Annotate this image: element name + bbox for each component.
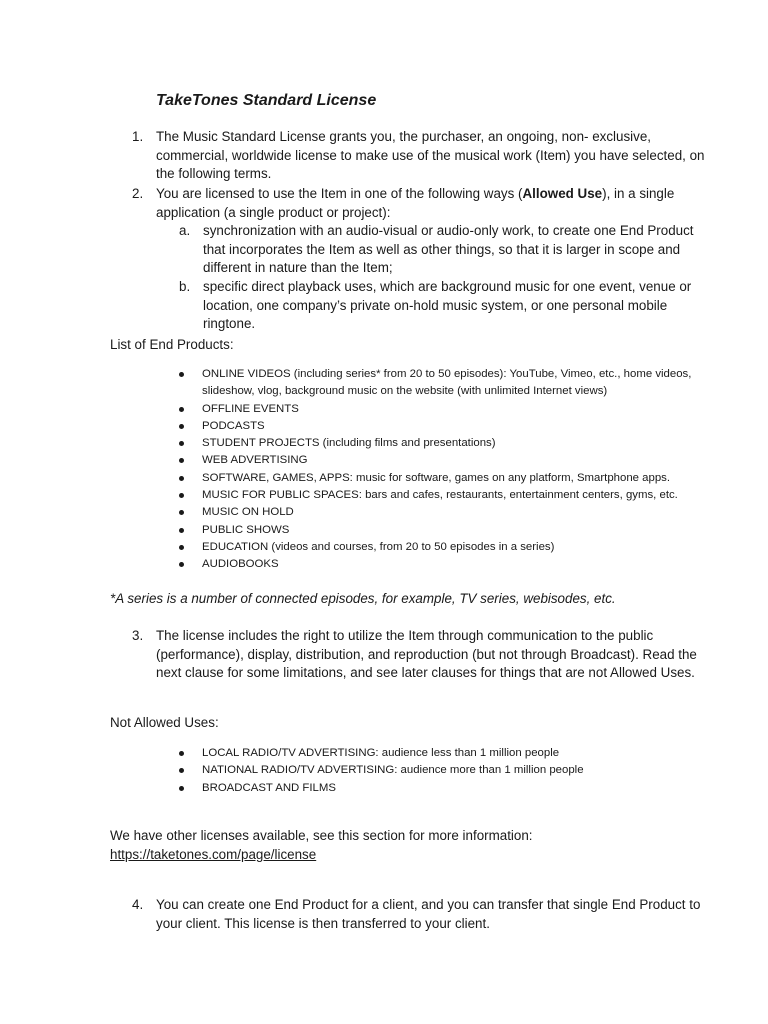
list-item-text: BROADCAST AND FILMS	[202, 781, 336, 794]
bullet-icon	[179, 528, 184, 533]
list-item	[0, 522, 768, 539]
list-item-text: LOCAL RADIO/TV ADVERTISING: audience less than 1 million people	[202, 747, 560, 759]
list-item-text: WEB ADVERTISING	[202, 454, 308, 467]
bullet-icon	[179, 786, 184, 791]
clause-text: The license includes the right to utilize the Item through communication to the public (performance), display, distribution, and reproduction (but not through Broadcast). Read the next clause for some limitations, and see later clauses for things that are not Allowed Uses.	[156, 628, 697, 681]
clause-4-item	[0, 896, 768, 933]
document-title: TakeTones Standard License	[156, 92, 377, 109]
list-item-text: SOFTWARE, GAMES, APPS: music for software, games on any platform, Smartphone apps.	[202, 471, 671, 484]
bullet-icon	[179, 424, 184, 429]
clause-3	[0, 627, 768, 683]
bullet-icon	[179, 751, 184, 756]
list-item	[0, 401, 768, 418]
list-item-text: STUDENT PROJECTS (including films and presentations)	[202, 437, 496, 450]
clause-text-after: ), in a single application (a single product or project):	[156, 186, 675, 220]
bullet-icon	[179, 510, 184, 515]
list-item	[0, 745, 768, 762]
clause-number: 4.	[132, 897, 144, 912]
bullet-icon	[179, 493, 184, 498]
list-item-text: PUBLIC SHOWS	[202, 523, 290, 536]
sub-clause-letter: a.	[179, 223, 191, 239]
clause-number: 2.	[132, 186, 144, 201]
sub-clause-b	[0, 278, 768, 334]
list-item-text: MUSIC ON HOLD	[202, 506, 294, 519]
end-products-heading: List of End Products:	[110, 337, 234, 352]
list-item	[0, 366, 768, 401]
series-footnote: *A series is a number of connected episodes, for example, TV series, webisodes, etc.	[110, 591, 616, 606]
bullet-icon	[179, 372, 184, 377]
bullet-icon	[179, 562, 184, 567]
list-item	[0, 452, 768, 469]
other-licenses-text: We have other licenses available, see this section for more information:	[110, 828, 533, 843]
clause-text: You can create one End Product for a client, and you can transfer that single End Product to your client. This license is then transferred to your client.	[156, 897, 701, 931]
clause-text: The Music Standard License grants you, the purchaser, an ongoing, non- exclusive, commercial, worldwide license to make use of the musical work (Item) you have selected, on the following terms.	[156, 129, 705, 182]
list-item-text: NATIONAL RADIO/TV ADVERTISING: audience more than 1 million people	[202, 764, 584, 777]
bullet-icon	[179, 476, 184, 481]
clause-3-item	[0, 627, 768, 683]
list-item	[0, 470, 768, 487]
list-item-text: EDUCATION (videos and courses, from 20 to 50 episodes in a series)	[202, 540, 555, 553]
list-item-text: OFFLINE EVENTS	[202, 402, 299, 415]
end-products-list	[0, 366, 768, 574]
list-item	[0, 504, 768, 521]
sub-clause-text: specific direct playback uses, which are background music for one event, venue or location, one company’s private on-hold music system, or one personal mobile ringtone.	[203, 278, 692, 332]
bullet-icon	[179, 458, 184, 463]
clause-2-item	[0, 185, 768, 222]
sub-clause-a	[0, 222, 768, 278]
list-item-text: ONLINE VIDEOS (including series* from 20 to 50 episodes): YouTube, Vimeo, etc., home videos, slideshow, vlog, background music on the website (with unlimited Internet views)	[202, 368, 692, 398]
allowed-use-term: Allowed Use	[522, 186, 603, 201]
bullet-icon	[179, 768, 184, 773]
list-item	[0, 539, 768, 556]
bullet-icon	[179, 441, 184, 446]
list-item	[0, 435, 768, 452]
clause-number: 3.	[132, 628, 144, 643]
clause-1-item	[0, 128, 768, 184]
not-allowed-heading: Not Allowed Uses:	[110, 715, 219, 730]
bullet-icon	[179, 545, 184, 550]
list-item-text: MUSIC FOR PUBLIC SPACES: bars and cafes, restaurants, entertainment centers, gyms, etc.	[202, 489, 678, 502]
sub-clause-text: synchronization with an audio-visual or audio-only work, to create one End Product that incorporates the Item as well as other things, so that it is larger in scope and different in nature than the Item;	[203, 223, 694, 276]
list-item-text: AUDIOBOOKS	[202, 558, 279, 571]
list-item	[0, 556, 768, 573]
clause-number: 1.	[132, 129, 144, 144]
sub-clause-letter: b.	[179, 278, 191, 294]
bullet-icon	[179, 407, 184, 412]
clause-1	[0, 128, 768, 184]
clause-2	[0, 185, 768, 334]
clause-text-before: You are licensed to use the Item in one of the following ways (	[156, 186, 523, 201]
list-item	[0, 418, 768, 435]
list-item	[0, 780, 768, 797]
list-item	[0, 762, 768, 779]
list-item-text: PODCASTS	[202, 419, 265, 432]
not-allowed-list	[0, 745, 768, 797]
list-item	[0, 487, 768, 504]
license-link[interactable]: https://taketones.com/page/license	[110, 846, 317, 862]
other-licenses	[0, 827, 768, 864]
clause-4	[0, 896, 768, 933]
